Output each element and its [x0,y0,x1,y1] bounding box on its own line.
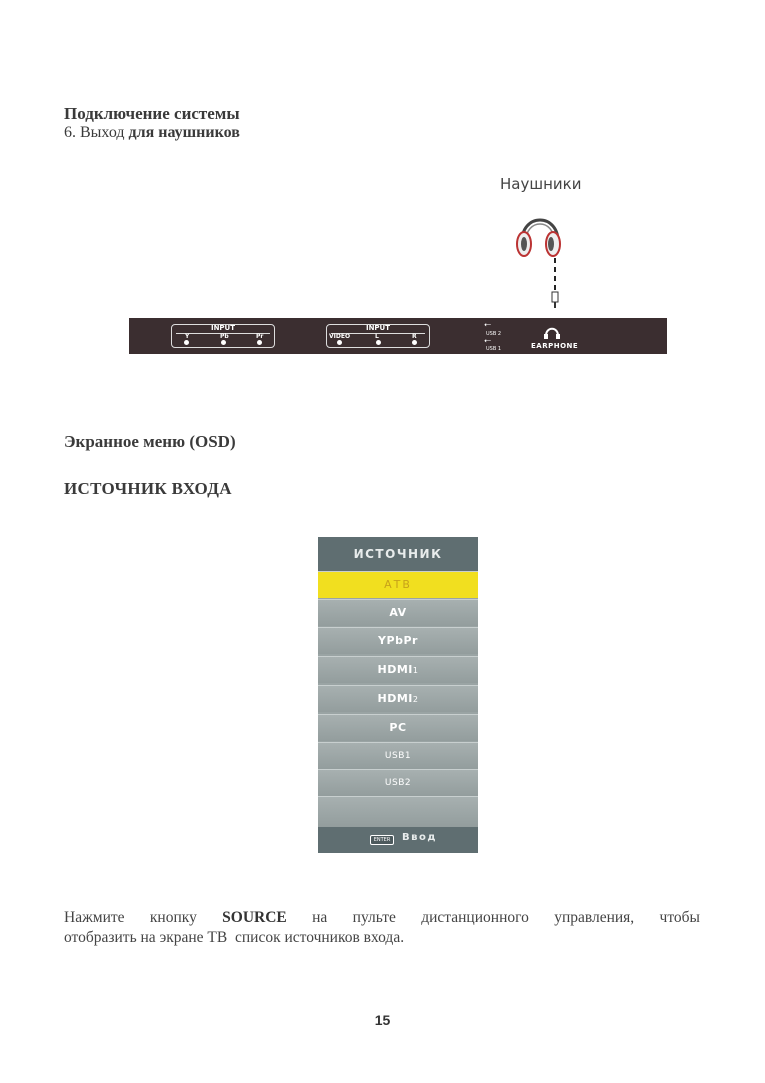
port-label-r: R [412,333,417,340]
jack-icon [412,340,417,345]
usb-icon: ⭠ [484,320,492,330]
port-label-pb: Pb [220,333,229,340]
jack-icon [257,340,262,345]
page-number: 15 [374,1012,391,1028]
menu-item-label: PC [389,721,407,734]
source-heading: ИСТОЧНИК ВХОДА [64,479,232,498]
menu-footer [318,827,478,853]
headphones-label: Наушники [500,175,582,193]
usb-label-2: USB 2 [486,331,502,337]
menu-item-ypbpr[interactable] [318,627,478,654]
subtitle-number: 6. Выход [64,124,125,141]
word: управления, [554,909,635,926]
section-title: Подключение системы [64,104,240,123]
component-input-group [171,324,275,348]
menu-item-suffix: 2 [412,695,419,704]
menu-item-label: HDMI [377,663,413,676]
menu-item-hdmi2[interactable] [318,685,478,712]
enter-key-icon: ENTER [370,835,394,845]
port-label-video: VIDEO [329,333,351,340]
group-title: INPUT [210,324,236,332]
menu-item-av[interactable] [318,599,478,626]
menu-item-label: USB1 [384,751,412,761]
osd-heading: Экранное меню (OSD) [64,432,236,451]
word: на [312,909,328,926]
headphones-icon [510,196,570,316]
jack-icon [376,340,381,345]
menu-item-atv[interactable] [318,571,478,598]
port-label-pr: Pr [256,333,264,340]
menu-item-label: YPbPr [378,634,418,647]
word: пульте [352,909,396,926]
paragraph-line-2: отобразить на экране ТВ список источников входа. [64,929,405,946]
jack-icon [184,340,189,345]
connector-panel [129,318,667,354]
paragraph-line-1 [64,908,700,928]
enter-label: Ввод [402,832,437,843]
section-subtitle [64,124,240,142]
menu-item-hdmi1[interactable] [318,656,478,683]
word: чтобы [659,909,700,926]
jack-icon [221,340,226,345]
port-label-y: Y [185,333,190,340]
menu-item-suffix: 1 [412,666,419,675]
menu-item-empty [318,796,478,827]
menu-item-pc[interactable] [318,714,478,741]
menu-item-label: HDMI [377,692,413,705]
word: Нажмите [64,909,125,926]
group-title: INPUT [365,324,391,332]
usb-icon: ⭠ [484,336,492,346]
word: кнопку [149,909,197,926]
earphone-icon [543,324,561,340]
subtitle-bold: для наушников [128,124,240,141]
source-keyword: SOURCE [222,909,287,926]
source-menu [318,537,478,853]
av-input-group [326,324,430,348]
earphone-label: EARPHONE [531,342,579,350]
menu-item-usb1[interactable] [318,742,478,769]
port-label-l: L [375,333,379,340]
word: дистанционного [421,909,529,926]
menu-item-label: AV [389,606,407,619]
jack-icon [337,340,342,345]
usb-label-1: USB 1 [486,346,502,352]
instruction-paragraph [64,908,700,948]
menu-item-usb2[interactable] [318,769,478,796]
menu-title: ИСТОЧНИК [318,537,478,571]
menu-item-label: USB2 [384,778,412,788]
menu-item-label: АТВ [384,578,412,591]
